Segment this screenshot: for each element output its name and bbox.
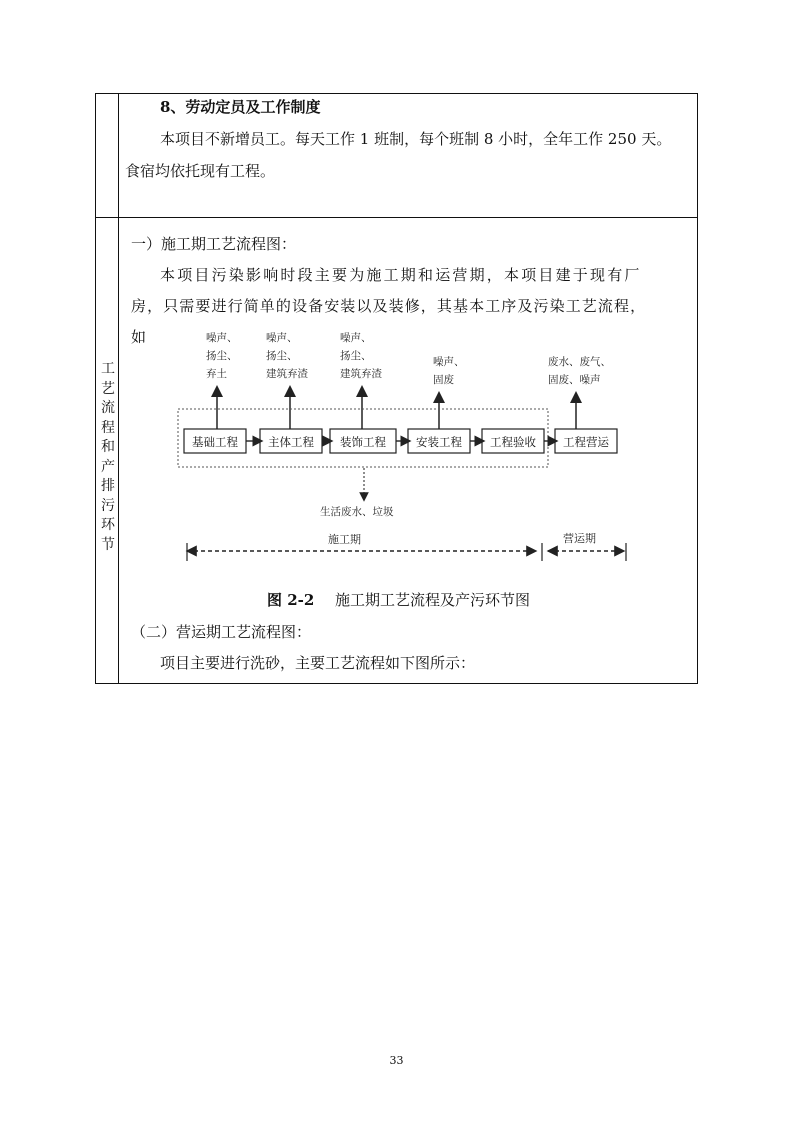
stage-label-6: 工程营运 [563,435,609,449]
emission-3-line1: 噪声、 [340,332,372,344]
section-heading: 8、劳动定员及工作制度 [160,98,321,116]
emission-4-line1: 噪声、 [433,356,465,368]
emission-5-line2: 固废、噪声 [548,374,601,386]
stage-label-4: 安装工程 [416,435,462,449]
stage-label-5: 工程验收 [490,435,536,449]
operation-period-label: 营运期 [563,532,596,545]
intro-line3: 如 [131,328,147,346]
figure-caption-text: 施工期工艺流程及产污环节图 [335,591,531,609]
page-number: 33 [389,1054,404,1067]
operation-intro-line: 项目主要进行洗砂，主要工艺流程如下图所示： [160,654,476,672]
stage-label-1: 基础工程 [192,435,238,449]
table-row-divider [95,217,698,218]
emission-2-line2: 扬尘、 [266,350,298,362]
subsection-title-construction: 一）施工期工艺流程图： [131,235,297,253]
construction-period-label: 施工期 [328,533,361,546]
emission-3-line2: 扬尘、 [340,350,372,362]
figure-caption-number: 图 2-2 [267,591,315,609]
side-column-label: 工艺流程和产排污环节 [101,361,115,553]
wastewater-label: 生活废水、垃圾 [320,506,394,518]
emission-2-line3: 建筑弃渣 [266,368,308,380]
emission-1-line1: 噪声、 [206,332,238,344]
intro-line2: 房，只需要进行简单的设备安装以及装修，其基本工序及污染工艺流程， [131,297,647,315]
staffing-paragraph-line2: 食宿均依托现有工程。 [125,162,276,180]
emission-5-line1: 废水、废气、 [548,356,611,368]
construction-process-diagram [170,325,650,575]
stage-label-2: 主体工程 [268,435,314,449]
emission-3-line3: 建筑弃渣 [340,368,382,380]
table-column-divider [118,93,119,684]
emission-2-line1: 噪声、 [266,332,298,344]
emission-1-line2: 扬尘、 [206,350,238,362]
subsection-title-operation: （二）营运期工艺流程图： [131,623,312,641]
staffing-paragraph-line1: 本项目不新增员工。每天工作 1 班制，每个班制 8 小时，全年工作 250 天。 [160,130,672,148]
emission-4-line2: 固废 [433,374,454,386]
stage-label-3: 装饰工程 [340,435,386,449]
emission-1-line3: 弃土 [206,368,227,380]
intro-line1: 本项目污染影响时段主要为施工期和运营期，本项目建于现有厂 [160,266,642,284]
